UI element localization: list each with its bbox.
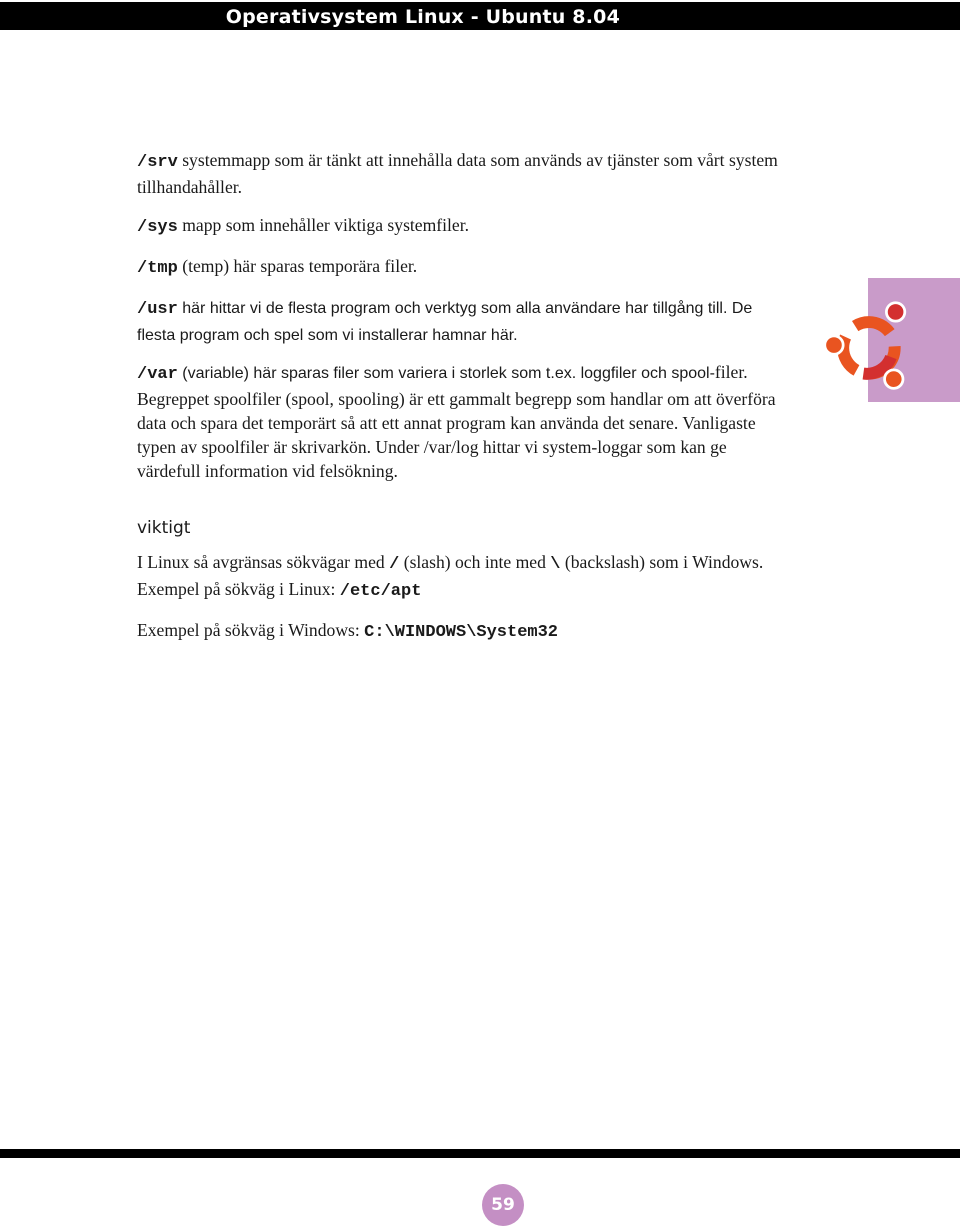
path-var: /var [137, 365, 178, 384]
page-number: 59 [482, 1184, 524, 1226]
main-content [137, 148, 782, 645]
entry-sys-text: mapp som innehåller viktiga systemfiler. [177, 215, 470, 235]
important-text-3: (backslash) som i Windows. Exempel på sökväg i Linux: [137, 552, 764, 599]
section-heading-important: viktigt [137, 518, 191, 538]
entry-sys [137, 213, 782, 240]
linux-path-example: /etc/apt [339, 582, 422, 601]
entry-var-text-sans: (variable) här sparas filer som variera i storlek som t.ex. loggfiler och spool- [177, 365, 715, 382]
ubuntu-logo-icon [822, 300, 914, 392]
entry-tmp-text: (temp) här sparas temporära filer. [177, 256, 418, 276]
entry-var-text-serif: filer. Begreppet spoolfiler (spool, spooling) är ett gammalt begrepp som handlar om att överföra data och spara det temporärt så att ett annat program kan använda det senare. Vanligaste typen av spoolfiler är skrivarkön. Under /var/log hittar vi system-loggar som kan ge värdefull information vid felsökning. [137, 362, 776, 481]
footer-bar [0, 1149, 960, 1158]
entry-srv-text: systemmapp som är tänkt att innehålla data som används av tjänster som vårt system tillhandahåller. [137, 150, 778, 197]
important-text-2: (slash) och inte med [399, 552, 551, 572]
windows-path-example: C:\WINDOWS\System32 [364, 623, 559, 642]
entry-usr [137, 295, 782, 348]
path-usr: /usr [137, 300, 178, 319]
entry-tmp [137, 254, 782, 281]
path-srv: /srv [137, 153, 178, 172]
path-sys: /sys [137, 218, 178, 237]
entry-var [137, 360, 782, 483]
header-bar [0, 2, 960, 30]
important-text-1: I Linux så avgränsas sökvägar med [137, 552, 390, 572]
entry-srv [137, 148, 782, 199]
important-linux-paragraph [137, 550, 782, 604]
important-windows-paragraph [137, 618, 782, 645]
entry-usr-text: här hittar vi de flesta program och verktyg som alla användare har tillgång till. De flesta program och spel som vi installerar hamnar här. [137, 300, 753, 344]
backslash-symbol: \ [550, 555, 561, 574]
header-title: Operativsystem Linux - Ubuntu 8.04 [225, 6, 620, 28]
slash-symbol: / [389, 555, 400, 574]
important-text-4: Exempel på sökväg i Windows: [137, 620, 365, 640]
path-tmp: /tmp [137, 259, 178, 278]
